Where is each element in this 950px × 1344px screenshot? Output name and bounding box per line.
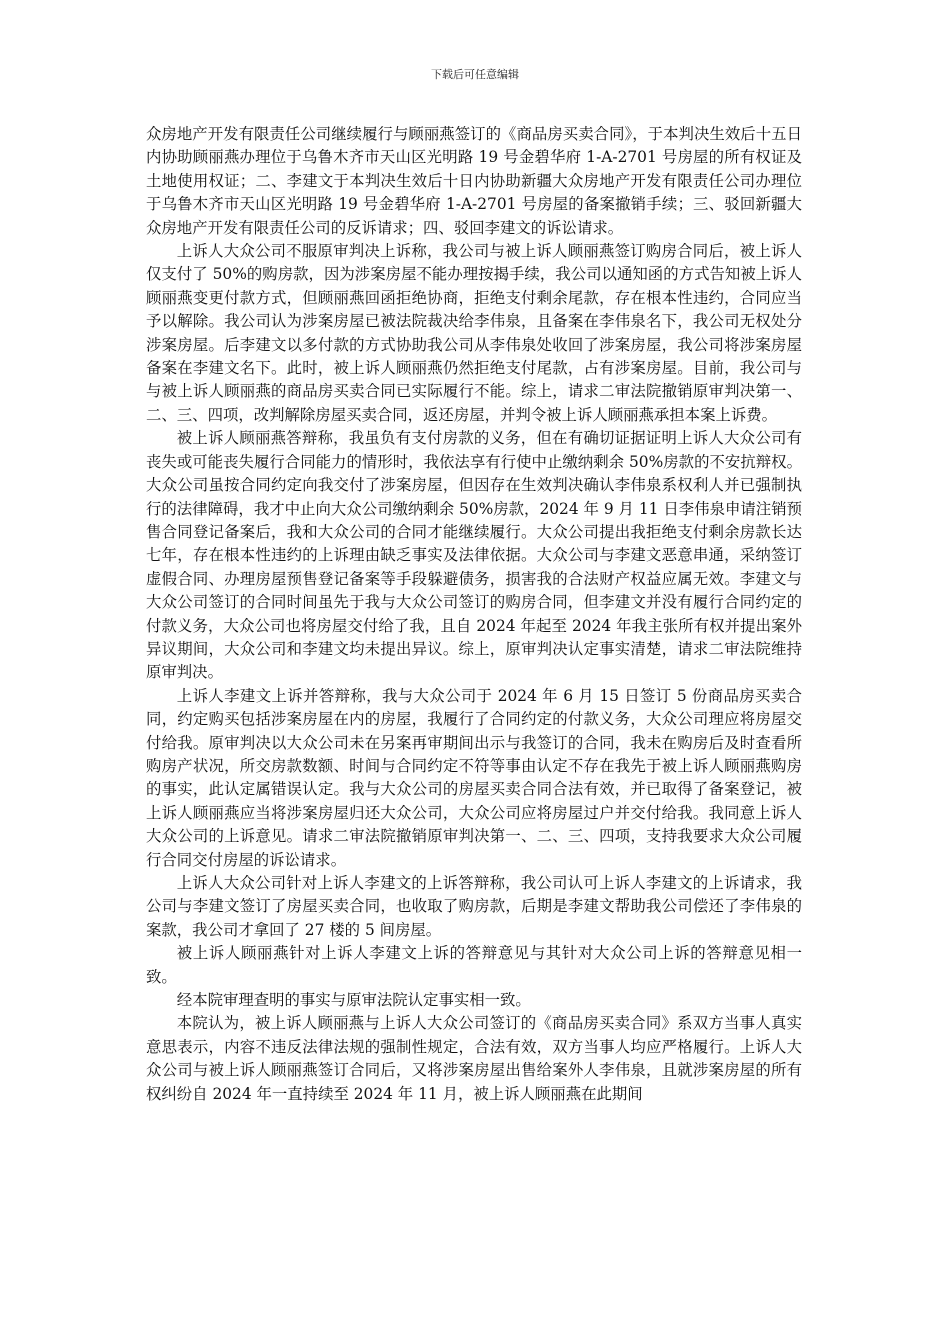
- paragraph-gu-reply-to-li: 被上诉人顾丽燕针对上诉人李建文上诉的答辩意见与其针对大众公司上诉的答辩意见相一致。: [146, 944, 802, 986]
- paragraph-dazhong-reply-to-li: 上诉人大众公司针对上诉人李建文的上诉答辩称，我公司认可上诉人李建文的上诉请求，我公司与李建文签订了房屋买卖合同，也收取了购房款，后期是李建文帮助我公司偿还了李伟泉的案款，我公司才拿回了 27 楼的 5 间房屋。: [146, 874, 802, 939]
- paragraph-facts-found: 经本院审理查明的事实与原审法院认定事实相一致。: [176, 991, 531, 1010]
- paragraph-judgment-continuation: 众房地产开发有限责任公司继续履行与顾丽燕签订的《商品房买卖合同》，于本判决生效后十五日内协助顾丽燕办理位于乌鲁木齐市天山区光明路 19 号金碧华府 1-A-2701 号房屋的所有权证及土地使用权证；二、李建文于本判决生效后十日内协助新疆大众房地产开发有限责任公司办理位于乌鲁木齐市天山区光明路 19 号金碧华府 1-A-2701 号房屋的备案撤销手续；三、驳回新疆大众房地产开发有限责任公司的反诉请求；四、驳回李建文的诉讼请求。: [146, 125, 802, 237]
- paragraph-appellee-gu-reply: 被上诉人顾丽燕答辩称，我虽负有支付房款的义务，但在有确切证据证明上诉人大众公司有丧失或可能丧失履行合同能力的情形时，我依法享有行使中止缴纳剩余 50%房款的不安抗辩权。大众公司虽按合同约定向我交付了涉案房屋，但因存在生效判决确认李伟泉系权利人并已强制执行的法律障碍，我才中止向大众公司缴纳剩余 50%房款，2024 年 9 月 11 日李伟泉申请注销预售合同登记备案后，我和大众公司的合同才能继续履行。大众公司提出我拒绝支付剩余房款长达七年，存在根本性违约的上诉理由缺乏事实及法律依据。大众公司与李建文恶意串通，采纳签订虚假合同、办理房屋预售登记备案等手段躲避债务，损害我的合法财产权益应属无效。李建文与大众公司签订的合同时间虽先于我与大众公司签订的购房合同，但李建文并没有履行合同约定的付款义务，大众公司也将房屋交付给了我，且自 2024 年起至 2024 年我主张所有权并提出案外异议期间，大众公司和李建文均未提出异议。综上，原审判决认定事实清楚，请求二审法院维持原审判决。: [146, 429, 802, 682]
- paragraph-court-opinion: 本院认为，被上诉人顾丽燕与上诉人大众公司签订的《商品房买卖合同》系双方当事人真实意思表示，内容不违反法律法规的强制性规定，合法有效，双方当事人均应严格履行。上诉人大众公司与被上诉人顾丽燕签订合同后，又将涉案房屋出售给案外人李伟泉，且就涉案房屋的所有权纠纷自 2024 年一直持续至 2024 年 11 月，被上诉人顾丽燕在此期间: [146, 1014, 802, 1103]
- paragraph-appellant-li: 上诉人李建文上诉并答辩称，我与大众公司于 2024 年 6 月 15 日签订 5 份商品房买卖合同，约定购买包括涉案房屋在内的房屋，我履行了合同约定的付款义务，大众公司理应将房屋交付给我。原审判决以大众公司未在另案再审期间出示与我签订的合同，我未在购房后及时查看所购房产状况，所交房款数额、时间与合同约定不符等事由认定不存在我先于被上诉人顾丽燕购房的事实，此认定属错误认定。我与大众公司的房屋买卖合同合法有效，并已取得了备案登记，被上诉人顾丽燕应当将涉案房屋归还大众公司，大众公司应将房屋过户并交付给我。我同意上诉人大众公司的上诉意见。请求二审法院撤销原审判决第一、二、三、四项，支持我要求大众公司履行合同交付房屋的诉讼请求。: [146, 686, 802, 869]
- paragraph-appellant-dazhong: 上诉人大众公司不服原审判决上诉称，我公司与被上诉人顾丽燕签订购房合同后，被上诉人仅支付了 50%的购房款，因为涉案房屋不能办理按揭手续，我公司以通知函的方式告知被上诉人顾丽燕变更付款方式，但顾丽燕回函拒绝协商，拒绝支付剩余尾款，存在根本性违约，合同应当予以解除。我公司认为涉案房屋已被法院裁决给李伟泉，且备案在李伟泉名下，我公司无权处分涉案房屋。后李建文以多付款的方式协助我公司从李伟泉处收回了涉案房屋，我公司将涉案房屋备案在李建文名下。此时，被上诉人顾丽燕仍然拒绝支付尾款，占有涉案房屋。目前，我公司与与被上诉人顾丽燕的商品房买卖合同已实际履行不能。综上，请求二审法院撤销原审判决第一、二、三、四项，改判解除房屋买卖合同，返还房屋，并判令被上诉人顾丽燕承担本案上诉费。: [146, 242, 802, 424]
- page-header: 下载后可任意编辑: [431, 68, 519, 81]
- document-body: [146, 123, 802, 1106]
